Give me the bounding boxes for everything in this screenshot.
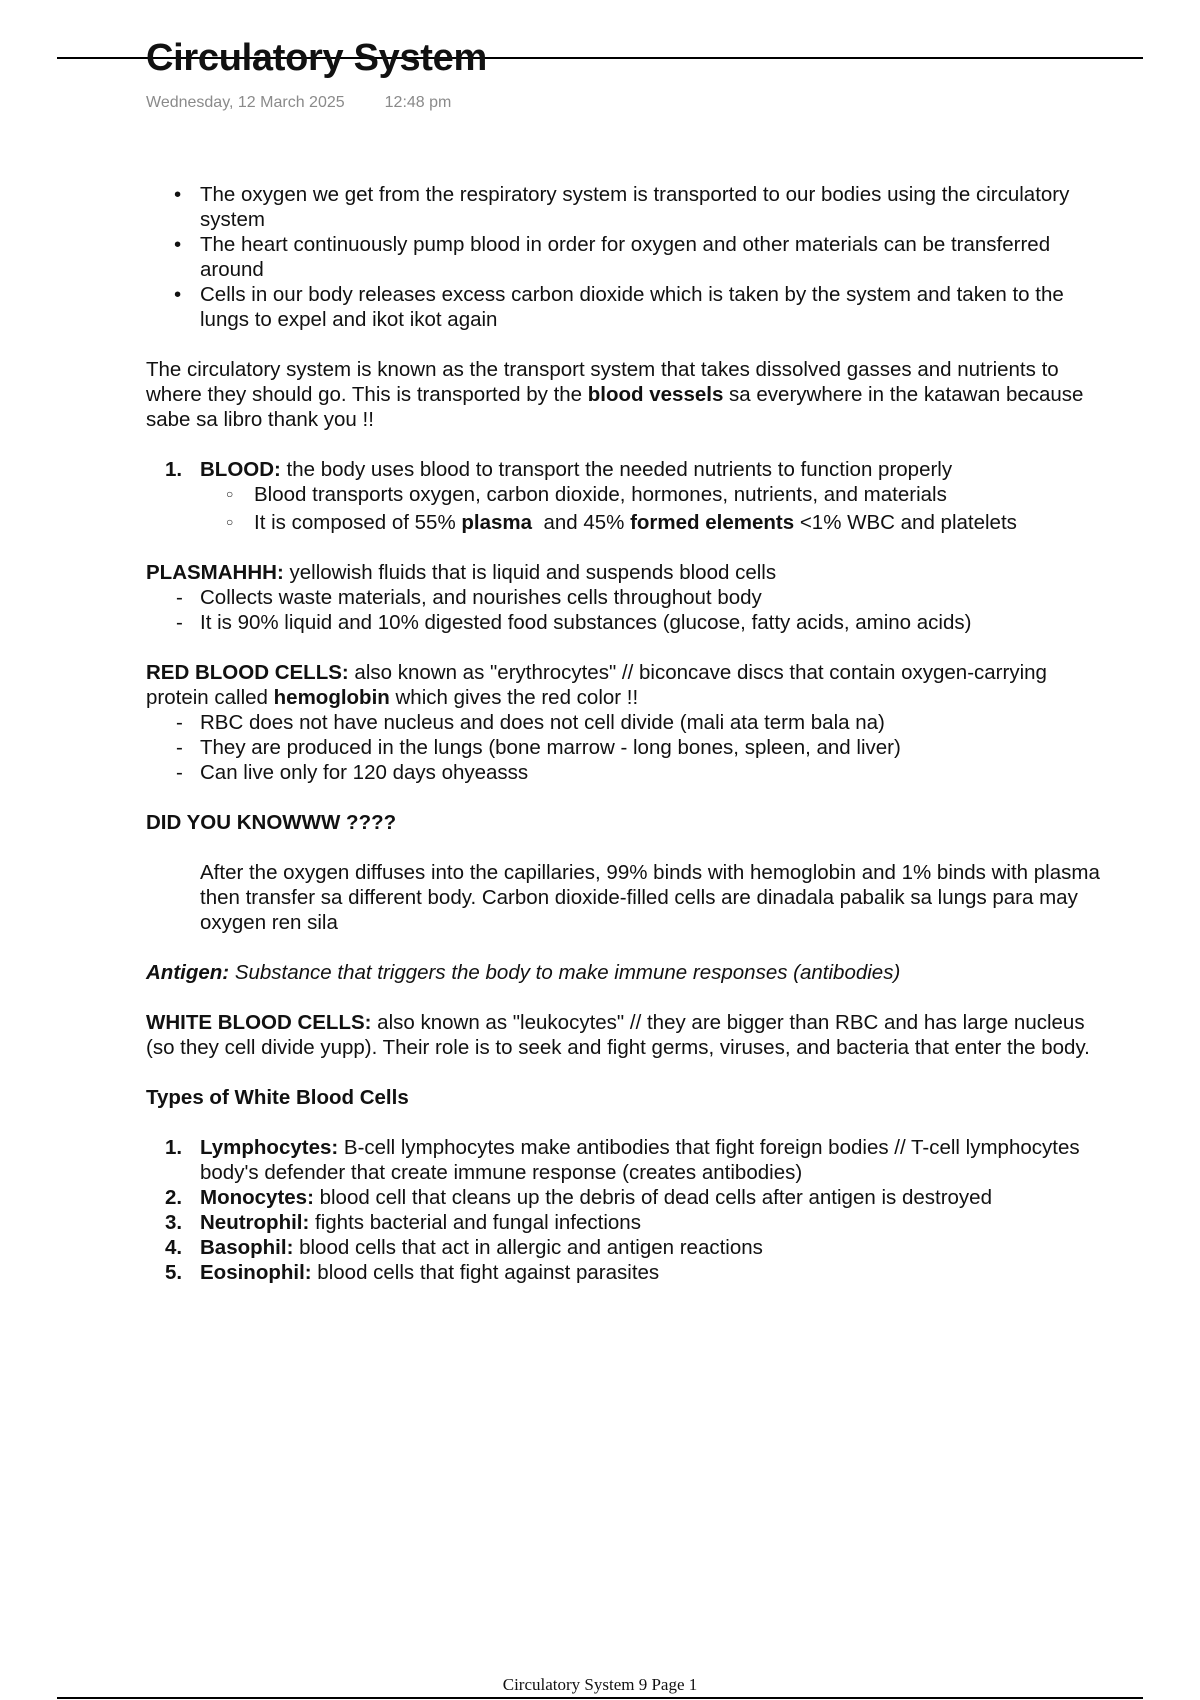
list-item: ○ It is composed of 55% plasma and 45% formed elements <1% WBC and platelets: [254, 510, 1106, 535]
list-item: 4. Basophil: blood cells that act in allergic and antigen reactions: [165, 1236, 763, 1259]
intro-bullet-list: [146, 182, 1106, 332]
list-item: 1. BLOOD: the body uses blood to transport the needed nutrients to function properly ○ Blood transports oxygen, carbon dioxide, hormones, nutrients, and materials ○ It is composed of 55% plasma and 45% formed elements <1% WBC and platelets: [200, 457, 1106, 535]
page-datetime: [146, 93, 451, 113]
list-item: - RBC does not have nucleus and does not cell divide (mali ata term bala na): [200, 710, 1106, 735]
list-item: - Collects waste materials, and nourishes cells throughout body: [200, 585, 1106, 610]
list-item: • The heart continuously pump blood in order for oxygen and other materials can be transferred around: [200, 232, 1106, 282]
list-item: ○ Blood transports oxygen, carbon dioxide, hormones, nutrients, and materials: [254, 482, 1106, 507]
did-you-know-heading: DID YOU KNOWWW ????: [146, 811, 397, 834]
plasma-list: [146, 585, 1106, 635]
page-time: 12:48 pm: [384, 94, 452, 111]
list-item: 5. Eosinophil: blood cells that fight against parasites: [165, 1261, 660, 1284]
page-date: Wednesday, 12 March 2025: [146, 94, 345, 111]
antigen-definition: Antigen: Substance that triggers the body to make immune responses (antibodies): [146, 961, 901, 984]
list-item: 1. Lymphocytes: B-cell lymphocytes make antibodies that fight foreign bodies // T-cell lymphocytes body's defender that create immune response (creates antibodies): [165, 1136, 1080, 1184]
list-item: 2. Monocytes: blood cell that cleans up the debris of dead cells after antigen is destroyed: [165, 1186, 992, 1209]
list-item: • Cells in our body releases excess carbon dioxide which is taken by the system and taken to the lungs to expel and ikot ikot again: [200, 282, 1106, 332]
list-item: • The oxygen we get from the respiratory system is transported to our bodies using the circulatory system: [200, 182, 1106, 232]
page-title: Circulatory System: [146, 37, 487, 79]
wbc-types-list: [146, 1135, 1106, 1285]
wbc-paragraph: WHITE BLOOD CELLS: also known as "leukocytes" // they are bigger than RBC and has large nucleus (so they cell divide yupp). Their role is to seek and fight germs, viruses, and bacteria that enter the body.: [146, 1011, 1090, 1059]
did-you-know-text: After the oxygen diffuses into the capillaries, 99% binds with hemoglobin and 1% binds with plasma then transfer sa different body. Carbon dioxide-filled cells are dinadala pabalik sa lungs para may oxygen ren sila: [200, 861, 1100, 934]
circulatory-paragraph: The circulatory system is known as the transport system that takes dissolved gasses and nutrients to where they should go. This is transported by the blood vessels sa everywhere in the katawan because sabe sa libro thank you !!: [146, 358, 1084, 431]
note-body: [146, 182, 1106, 1285]
page-footer: Circulatory System 9 Page 1: [502, 1675, 698, 1694]
list-item: - It is 90% liquid and 10% digested food substances (glucose, fatty acids, amino acids): [200, 610, 1106, 635]
blood-list: [146, 457, 1106, 535]
footer-rule: [57, 1697, 1143, 1699]
list-item: - They are produced in the lungs (bone marrow - long bones, spleen, and liver): [200, 735, 1106, 760]
blood-sublist: [200, 482, 1106, 535]
wbc-types-heading: Types of White Blood Cells: [146, 1086, 409, 1109]
list-item: 3. Neutrophil: fights bacterial and fungal infections: [165, 1211, 641, 1234]
plasma-heading: PLASMAHHH: yellowish fluids that is liquid and suspends blood cells: [146, 561, 777, 584]
rbc-list: [146, 710, 1106, 785]
list-item: - Can live only for 120 days ohyeasss: [200, 760, 1106, 785]
rbc-heading: RED BLOOD CELLS: also known as "erythrocytes" // biconcave discs that contain oxygen-carrying protein called hemoglobin which gives the red color !!: [146, 661, 1047, 709]
